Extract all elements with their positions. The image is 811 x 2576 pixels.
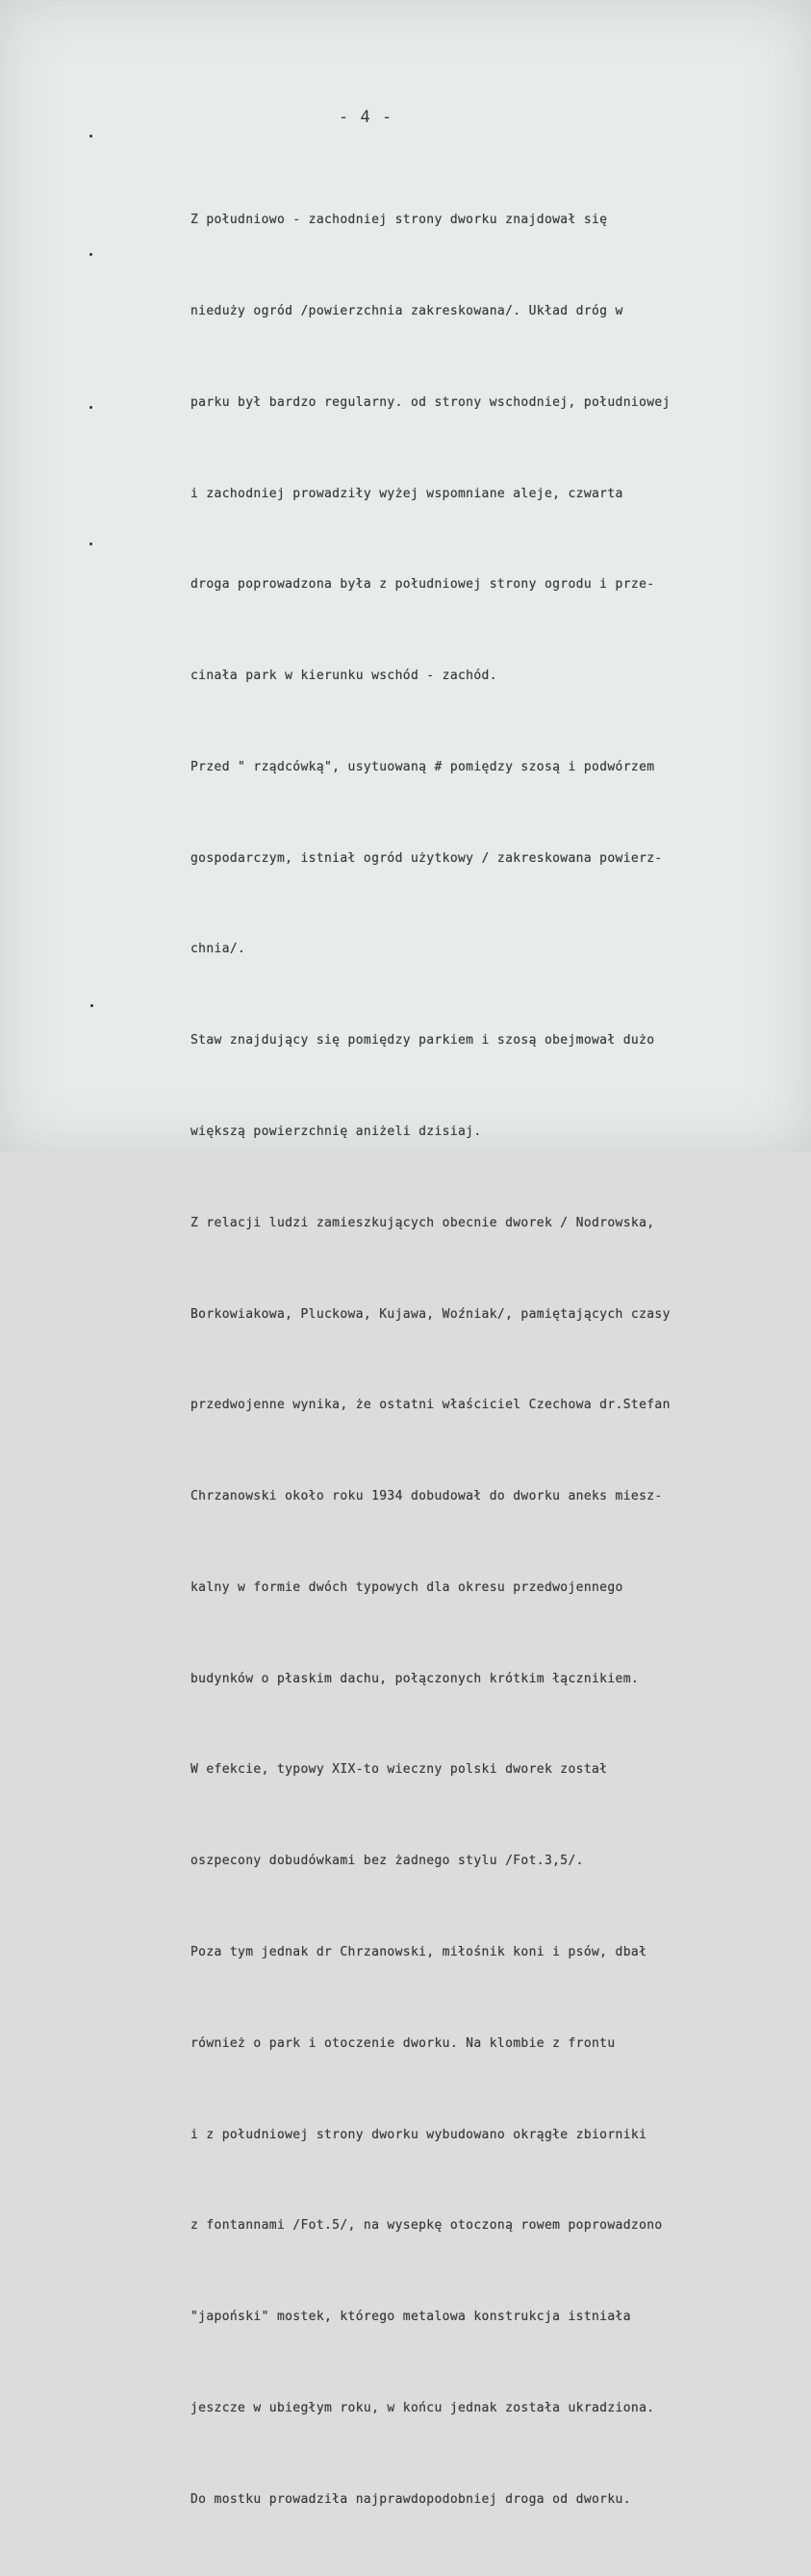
page-number: - 4 -	[339, 108, 393, 127]
text-line: "japoński" mostek, którego metalowa konstrukcja istniała	[190, 2310, 631, 2325]
text-line: kalny w formie dwóch typowych dla okresu przedwojennego	[190, 1579, 623, 1595]
scan-speck	[89, 406, 92, 409]
scan-speck	[89, 135, 92, 138]
scan-speck	[90, 1004, 93, 1007]
text-line: Poza tym jednak dr Chrzanowski, miłośnik koni i psów, dbał	[190, 1945, 647, 1960]
text-line: droga poprowadzona była z południowej strony ogrodu i prze-	[190, 577, 655, 593]
text-line: Chrzanowski około roku 1934 dobudował do dworku aneks miesz-	[190, 1489, 663, 1504]
text-line: Z południowo - zachodniej strony dworku znajdował się	[190, 213, 608, 228]
text-line: z fontannami /Fot.5/, na wysepkę otoczoną rowem poprowadzono	[190, 2218, 663, 2234]
text-line: W efekcie, typowy XIX-to wieczny polski dworek został	[190, 1762, 608, 1778]
text-line: Z relacji ludzi zamieszkujących obecnie dworek / Nodrowska,	[190, 1215, 655, 1230]
text-line: oszpecony dobudówkami bez żadnego stylu /Fot.3,5/.	[190, 1854, 584, 1869]
scan-speck	[89, 543, 92, 545]
text-line: Borkowiakowa, Pluckowa, Kujawa, Woźniak/, pamiętających czasy	[190, 1306, 671, 1322]
text-line: Przed " rządcówką", usytuowaną # pomiędzy szosą i podwórzem	[190, 759, 655, 774]
text-line: nieduży ogród /powierzchnia zakreskowana/. Układ dróg w	[190, 303, 623, 318]
text-line: gospodarczym, istniał ogród użytkowy / zakreskowana powierz-	[190, 850, 663, 866]
text-line: Do mostku prowadziła najprawdopodobniej droga od dworku.	[190, 2491, 631, 2507]
text-line: i zachodniej prowadziły wyżej wspomniane aleje, czwarta	[190, 486, 623, 501]
text-line: i z południowej strony dworku wybudowano okrągłe zbiorniki	[190, 2127, 647, 2142]
text-line: cinała park w kierunku wschód - zachód.	[190, 669, 497, 684]
text-line: większą powierzchnię aniżeli dzisiaj.	[190, 1124, 482, 1139]
text-line: przedwojenne wynika, że ostatni właściciel Czechowa dr.Stefan	[190, 1398, 671, 1413]
typed-text-body	[190, 144, 797, 2576]
text-line: parku był bardzo regularny. od strony wschodniej, południowej	[190, 394, 671, 410]
text-line: jeszcze w ubiegłym roku, w końcu jednak została ukradziona.	[190, 2400, 655, 2415]
text-line: budynków o płaskim dachu, połączonych krótkim łącznikiem.	[190, 1671, 640, 1686]
scan-speck	[89, 253, 92, 256]
text-line: chnia/.	[190, 942, 246, 957]
text-line: również o park i otoczenie dworku. Na klombie z frontu	[190, 2035, 616, 2051]
text-line: Staw znajdujący się pomiędzy parkiem i szosą obejmował dużo	[190, 1033, 655, 1048]
